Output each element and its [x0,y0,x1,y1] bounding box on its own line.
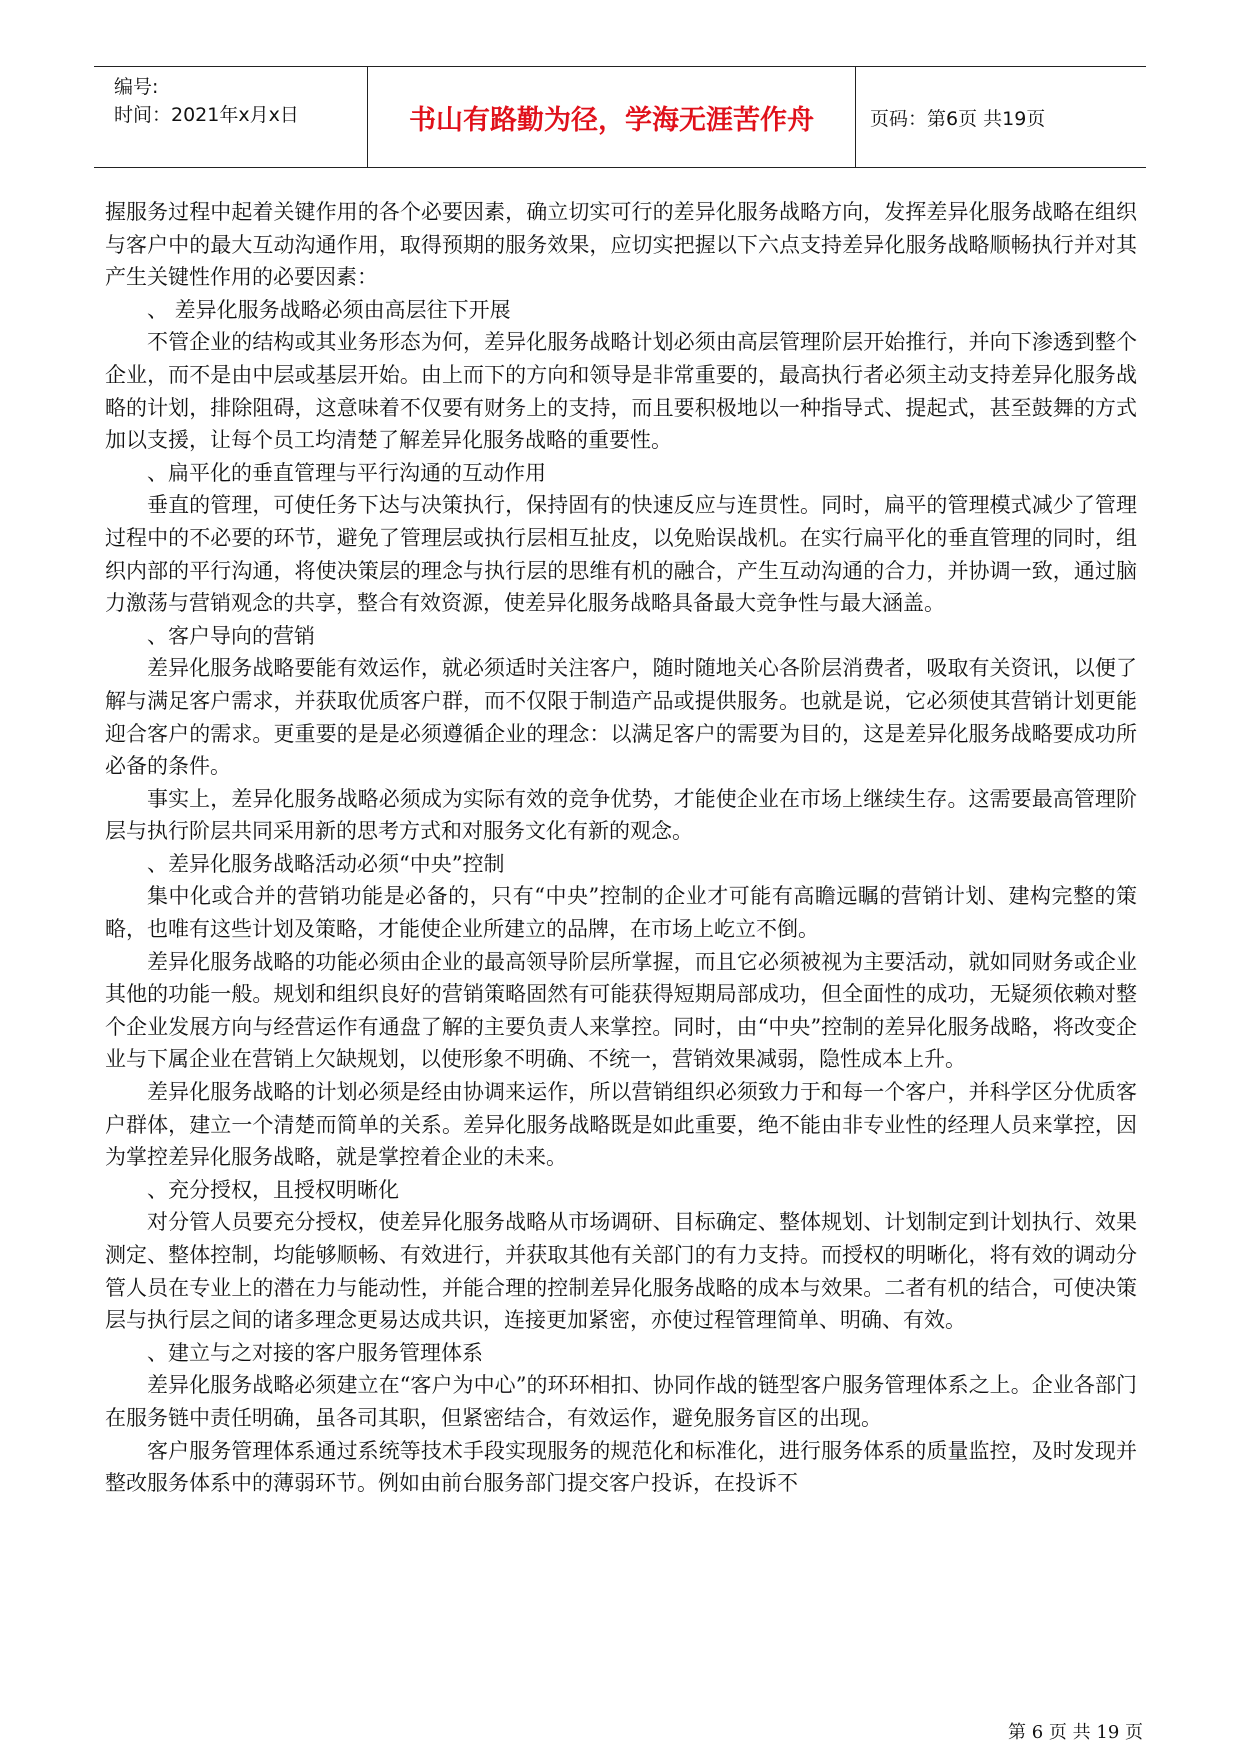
header-meta [94,67,368,167]
page-footer: 第 6 页 共 19 页 [1008,1722,1143,1743]
paragraph: 集中化或合并的营销功能是必备的，只有“中央”控制的企业才可能有高瞻远瞩的营销计划、建构完整的策略，也唯有这些计划及策略，才能使企业所建立的品牌，在市场上屹立不倒。 [105,884,1137,942]
section-heading: 、客户导向的营销 [147,623,315,648]
header-motto: 书山有路勤为径，学海无涯苦作舟 [368,67,856,167]
paragraph: 不管企业的结构或其业务形态为何，差异化服务战略计划必须由高层管理阶层开始推行，并向下渗透到整个企业，而不是由中层或基层开始。由上而下的方向和领导是非常重要的，最高执行者必须主动支持差异化服务战略的计划，排除阻碍，这意味着不仅要有财务上的支持，而且要积极地以一种指导式、提起式，甚至鼓舞的方式加以支援，让每个员工均清楚了解差异化服务战略的重要性。 [105,330,1137,453]
paragraph: 客户服务管理体系通过系统等技术手段实现服务的规范化和标准化，进行服务体系的质量监控，及时发现并整改服务体系中的薄弱环节。例如由前台服务部门提交客户投诉，在投诉不 [105,1438,1137,1496]
paragraph: 垂直的管理，可使任务下达与决策执行，保持固有的快速反应与连贯性。同时，扁平的管理模式减少了管理过程中的不必要的环节，避免了管理层或执行层相互扯皮，以免贻误战机。在实行扁平化的垂直管理的同时，组织内部的平行沟通，将使决策层的理念与执行层的思维有机的融合，产生互动沟通的合力，并协调一致，通过脑力激荡与营销观念的共享，整合有效资源，使差异化服务战略具备最大竞争性与最大涵盖。 [105,493,1137,616]
paragraph: 差异化服务战略的计划必须是经由协调来运作，所以营销组织必须致力于和每一个客户，并科学区分优质客户群体，建立一个清楚而简单的关系。差异化服务战略既是如此重要，绝不能由非专业性的经理人员来掌控，因为掌控差异化服务战略，就是掌控着企业的未来。 [105,1080,1137,1170]
header-page-label: 页码：第6页 共19页 [870,107,1046,130]
document-body [105,196,1137,1500]
section-heading: 、 差异化服务战略必须由高层往下开展 [147,297,511,322]
section-heading: 、扁平化的垂直管理与平行沟通的互动作用 [147,460,546,485]
section-heading: 、充分授权，且授权明晰化 [147,1177,399,1202]
time-label: 时间：2021年x月x日 [114,104,299,126]
paragraph: 差异化服务战略的功能必须由企业的最高领导阶层所掌握，而且它必须被视为主要活动，就如同财务或企业其他的功能一般。规划和组织良好的营销策略固然有可能获得短期局部成功，但全面性的成功，无疑须依赖对整个企业发展方向与经营运作有通盘了解的主要负责人来掌控。同时，由“中央”控制的差异化服务战略，将改变企业与下属企业在营销上欠缺规划，以使形象不明确、不统一，营销效果减弱，隐性成本上升。 [105,949,1137,1072]
paragraph: 差异化服务战略要能有效运作，就必须适时关注客户，随时随地关心各阶层消费者，吸取有关资讯，以便了解与满足客户需求，并获取优质客户群，而不仅限于制造产品或提供服务。也就是说，它必须使其营销计划更能迎合客户的需求。更重要的是是必须遵循企业的理念：以满足客户的需要为目的，这是差异化服务战略要成功所必备的条件。 [105,656,1137,779]
paragraph-continued: 握服务过程中起着关键作用的各个必要因素，确立切实可行的差异化服务战略方向，发挥差异化服务战略在组织与客户中的最大互动沟通作用，取得预期的服务效果，应切实把握以下六点支持差异化服务战略顺畅执行并对其产生关键性作用的必要因素： [105,200,1137,290]
paragraph: 事实上，差异化服务战略必须成为实际有效的竞争优势，才能使企业在市场上继续生存。这需要最高管理阶层与执行阶层共同采用新的思考方式和对服务文化有新的观念。 [105,786,1137,844]
paragraph: 对分管人员要充分授权，使差异化服务战略从市场调研、目标确定、整体规划、计划制定到计划执行、效果测定、整体控制，均能够顺畅、有效进行，并获取其他有关部门的有力支持。而授权的明晰化，将有效的调动分管人员在专业上的潜在力与能动性，并能合理的控制差异化服务战略的成本与效果。二者有机的结合，可使决策层与执行层之间的诸多理念更易达成共识，连接更加紧密，亦使过程管理简单、明确、有效。 [105,1210,1137,1333]
section-heading: 、建立与之对接的客户服务管理体系 [147,1340,483,1365]
number-label: 编号: [114,76,159,98]
paragraph: 差异化服务战略必须建立在“客户为中心”的环环相扣、协同作战的链型客户服务管理体系之上。企业各部门在服务链中责任明确，虽各司其职，但紧密结合，有效运作，避免服务盲区的出现。 [105,1373,1137,1430]
page-header [94,66,1146,168]
section-heading: 、差异化服务战略活动必须“中央”控制 [147,851,505,876]
